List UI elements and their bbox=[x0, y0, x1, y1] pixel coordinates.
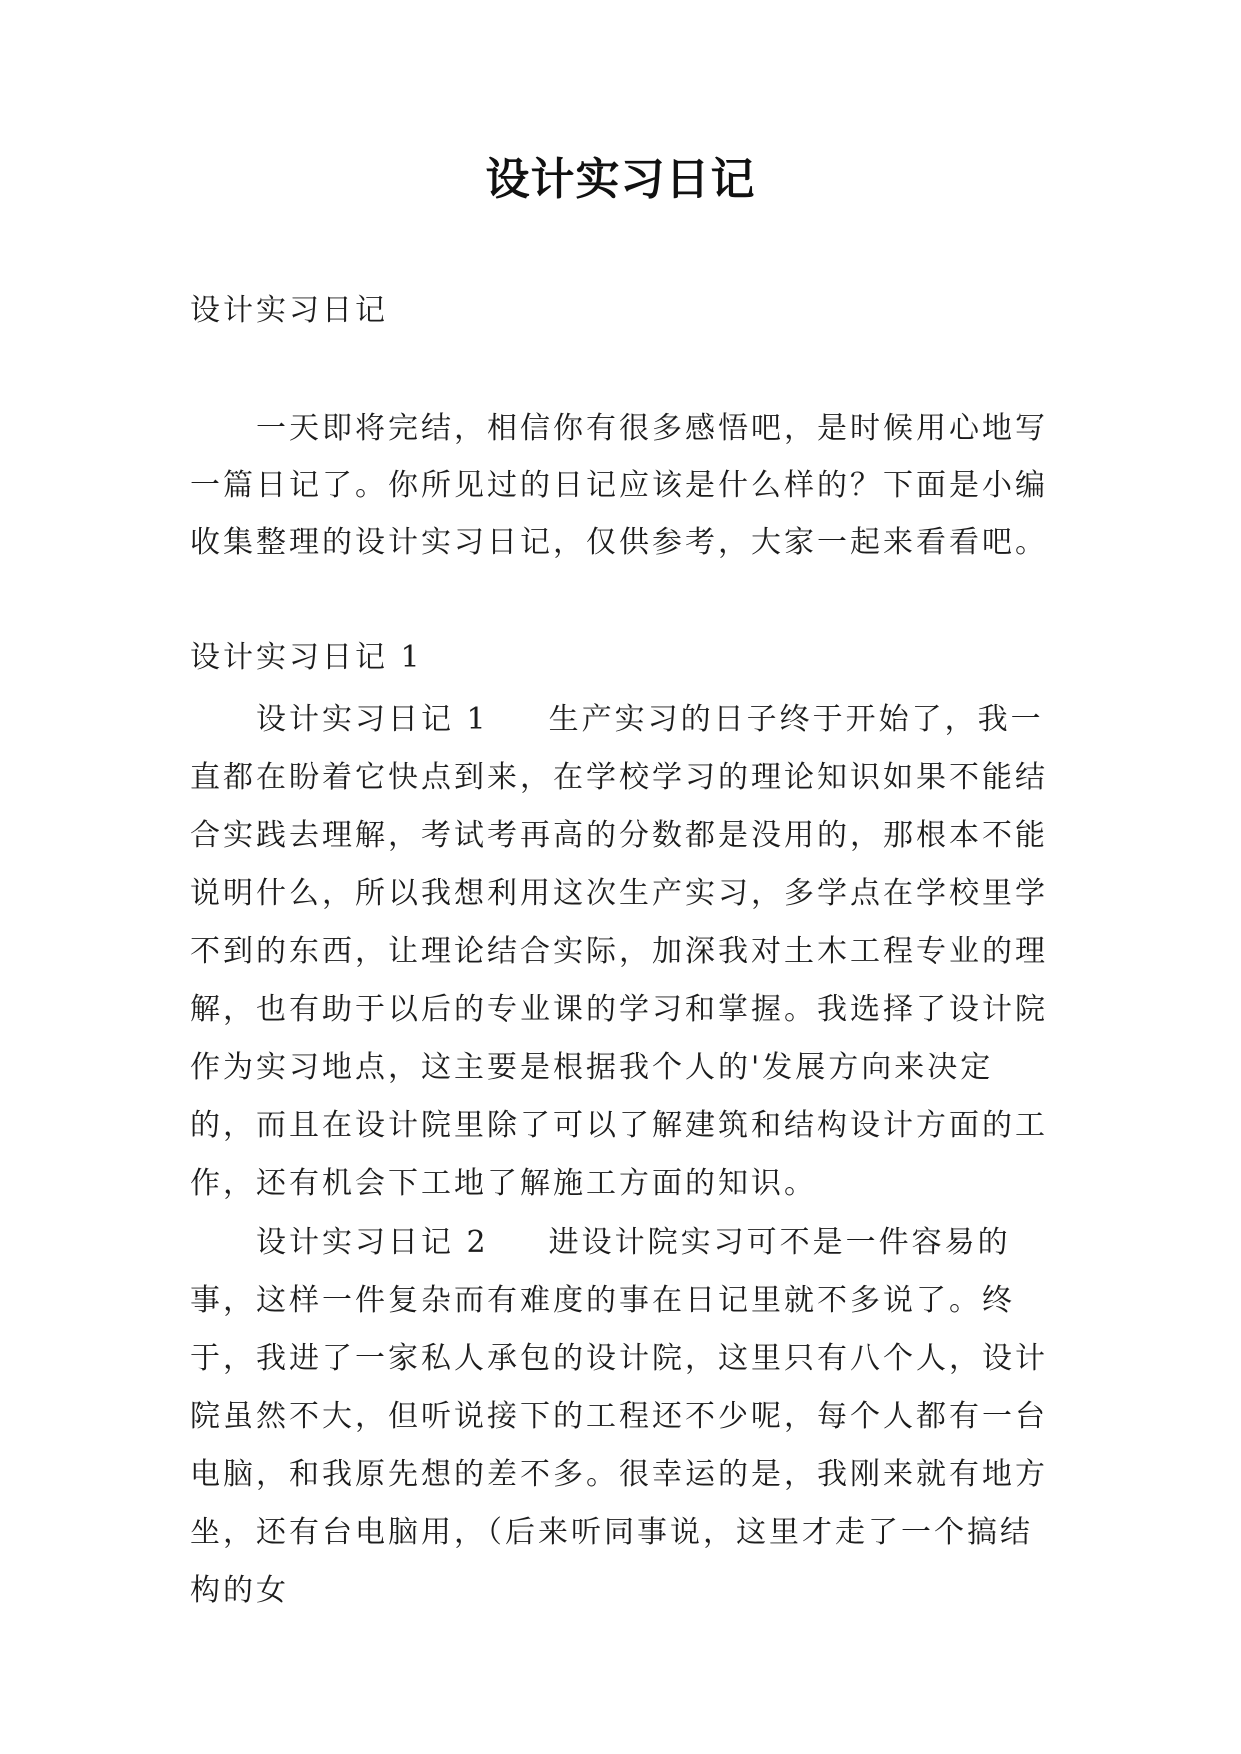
document-title: 设计实习日记 bbox=[485, 154, 756, 205]
intro-paragraph: 一天即将完结，相信你有很多感悟吧，是时候用心地写一篇日记了。你所见过的日记应该是什么样的？下面是小编收集整理的设计实习日记，仅供参考，大家一起来看看吧。 bbox=[190, 411, 1048, 560]
diary-entry-2 bbox=[190, 1214, 1050, 1620]
document-subtitle: 设计实习日记 bbox=[190, 293, 388, 328]
section-heading: 设计实习日记 1 bbox=[190, 640, 423, 675]
entry-text: 生产实习的日子终于开始了，我一直都在盼着它快点到来，在学校学习的理论知识如果不能结合实践去理解，考试考再高的分数都是没用的，那根本不能说明什么，所以我想利用这次生产实习，多学点在学校里学不到的东西，让理论结合实际，加深我对土木工程专业的理解，也有助于以后的专业课的学习和掌握。我选择了设计院作为实习地点，这主要是根据我个人的'发展方向来决定的，而且在设计院里除了可以了解建筑和结构设计方面的工作，还有机会下工地了解施工方面的知识。 bbox=[190, 702, 1048, 1201]
entry-text: 进设计院实习可不是一件容易的事，这样一件复杂而有难度的事在日记里就不多说了。终于，我进了一家私人承包的设计院，这里只有八个人，设计院虽然不大，但听说接下的工程还不少呢，每个人都有一台电脑，和我原先想的差不多。很幸运的是，我刚来就有地方坐，还有台电脑用，（后来听同事说，这里才走了一个搞结构的女 bbox=[190, 1225, 1048, 1608]
entry-label: 设计实习日记 1 bbox=[256, 702, 489, 737]
entry-label: 设计实习日记 2 bbox=[256, 1225, 489, 1260]
diary-entry-1 bbox=[190, 691, 1050, 1213]
